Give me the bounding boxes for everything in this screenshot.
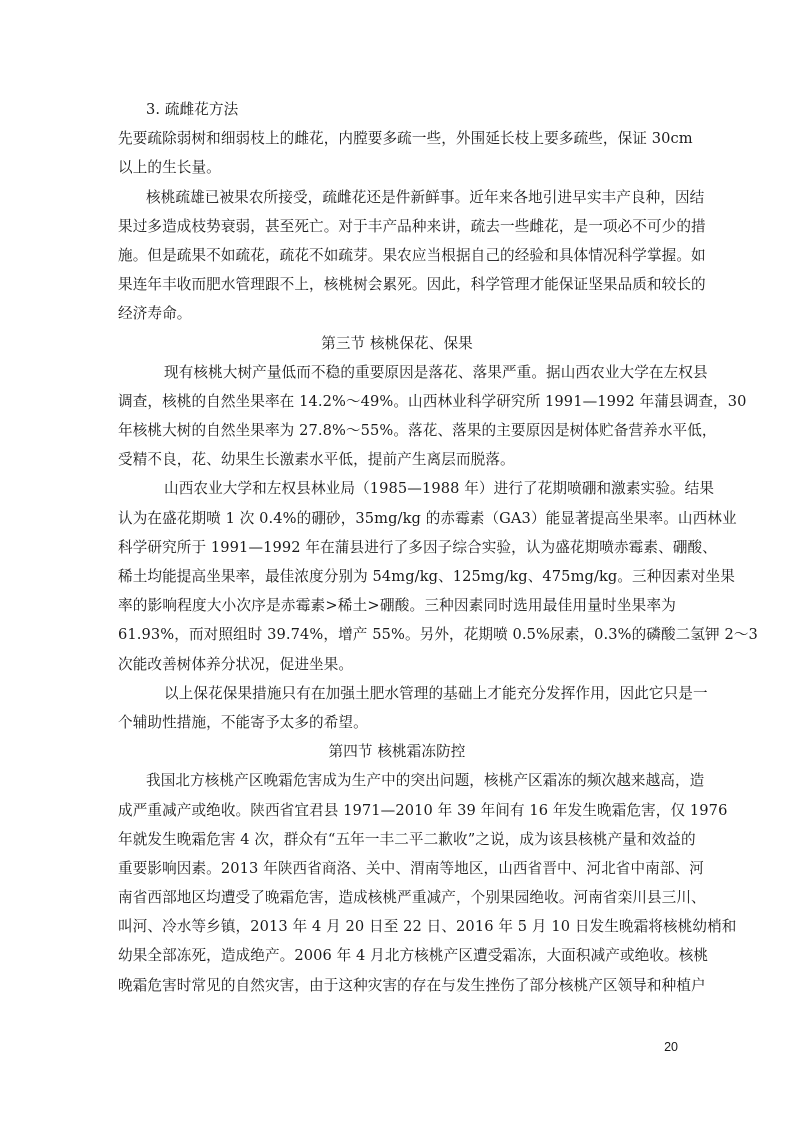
paragraph-line: 核桃疏雄已被果农所接受，疏雌花还是件新鲜事。近年来各地引进早实丰产良种，因结 (146, 188, 705, 206)
paragraph-line: 先要疏除弱树和细弱枝上的雌花，内膛要多疏一些，外围延长枝上要多疏些，保证 30cm (118, 130, 693, 148)
paragraph-line: 率的影响程度大小次序是赤霉素>稀土>硼酸。三种因素同时选用最佳用量时坐果率为 (118, 597, 676, 615)
section-heading: 第四节 核桃霜冻防控 (328, 743, 466, 761)
paragraph-line: 个辅助性措施，不能寄予太多的希望。 (118, 713, 368, 731)
paragraph-line: 年就发生晚霜危害 4 次，群众有“五年一丰二平二歉收”之说，成为该县核桃产量和效益的 (118, 830, 696, 848)
paragraph-line: 认为在盛花期喷 1 次 0.4%的硼砂，35mg/kg 的赤霉素（GA3）能显著提高坐果率。山西林业 (118, 509, 737, 527)
paragraph-line: 果过多造成枝势衰弱，甚至死亡。对于丰产品种来讲，疏去一些雌花，是一项必不可少的措 (118, 217, 706, 235)
paragraph-line: 次能改善树体养分状况，促进坐果。 (118, 655, 354, 673)
paragraph-line: 我国北方核桃产区晚霜危害成为生产中的突出问题，核桃产区霜冻的频次越来越高，造 (146, 772, 705, 790)
paragraph-line: 幼果全部冻死，造成绝产。2006 年 4 月北方核桃产区遭受霜冻，大面积减产或绝收。核桃 (118, 947, 709, 965)
paragraph-line: 61.93%，而对照组时 39.74%，增产 55%。另外，花期喷 0.5%尿素，0.3%的磷酸二氢钾 2～3 (118, 626, 758, 644)
paragraph-line: 叫河、冷水等乡镇，2013 年 4 月 20 日至 22 日、2016 年 5 月 10 日发生晚霜将核桃幼梢和 (118, 918, 737, 936)
paragraph-line: 南省西部地区均遭受了晚霜危害，造成核桃严重减产，个别果园绝收。河南省栾川县三川、 (118, 889, 706, 907)
paragraph-line: 果连年丰收而肥水管理跟不上，核桃树会累死。因此，科学管理才能保证坚果品质和较长的 (118, 276, 706, 294)
paragraph-line: 重要影响因素。2013 年陕西省商洛、关中、渭南等地区，山西省晋中、河北省中南部、河 (118, 859, 704, 877)
paragraph-line: 现有核桃大树产量低而不稳的重要原因是落花、落果严重。据山西农业大学在左权县 (164, 363, 708, 381)
paragraph-line: 山西农业大学和左权县林业局（1985—1988 年）进行了花期喷硼和激素实验。结果 (164, 480, 715, 498)
paragraph-line: 以上的生长量。 (118, 159, 221, 177)
document-body (118, 95, 758, 1000)
paragraph-line: 施。但是疏果不如疏花，疏花不如疏芽。果农应当根据自己的经验和具体情况科学掌握。如 (118, 246, 706, 264)
page-number: 20 (664, 1040, 678, 1054)
paragraph-line: 年核桃大树的自然坐果率为 27.8%～55%。落花、落果的主要原因是树体贮备营养水平低， (118, 422, 717, 440)
paragraph-line: 科学研究所于 1991—1992 年在蒲县进行了多因子综合实验，认为盛花期喷赤霉素、硼酸、 (118, 538, 717, 556)
section-heading: 第三节 核桃保花、保果 (321, 334, 473, 352)
paragraph-line: 调查，核桃的自然坐果率在 14.2%～49%。山西林业科学研究所 1991—1992 年蒲县调查，30 (118, 392, 747, 410)
paragraph-line: 受精不良，花、幼果生长激素水平低，提前产生离层而脱落。 (118, 451, 515, 469)
paragraph-line: 晚霜危害时常见的自然灾害，由于这种灾害的存在与发生挫伤了部分核桃产区领导和种植户 (118, 976, 706, 994)
paragraph-line: 稀土均能提高坐果率，最佳浓度分别为 54mg/kg、125mg/kg、475mg/kg。三种因素对坐果 (118, 568, 735, 585)
paragraph-line: 成严重减产或绝收。陕西省宜君县 1971—2010 年 39 年间有 16 年发生晚霜危害，仅 1976 (118, 801, 728, 819)
subsection-heading: 3. 疏雌花方法 (146, 101, 239, 118)
paragraph-line: 经济寿命。 (118, 305, 192, 323)
paragraph-line: 以上保花保果措施只有在加强土肥水管理的基础上才能充分发挥作用，因此它只是一 (164, 684, 708, 702)
